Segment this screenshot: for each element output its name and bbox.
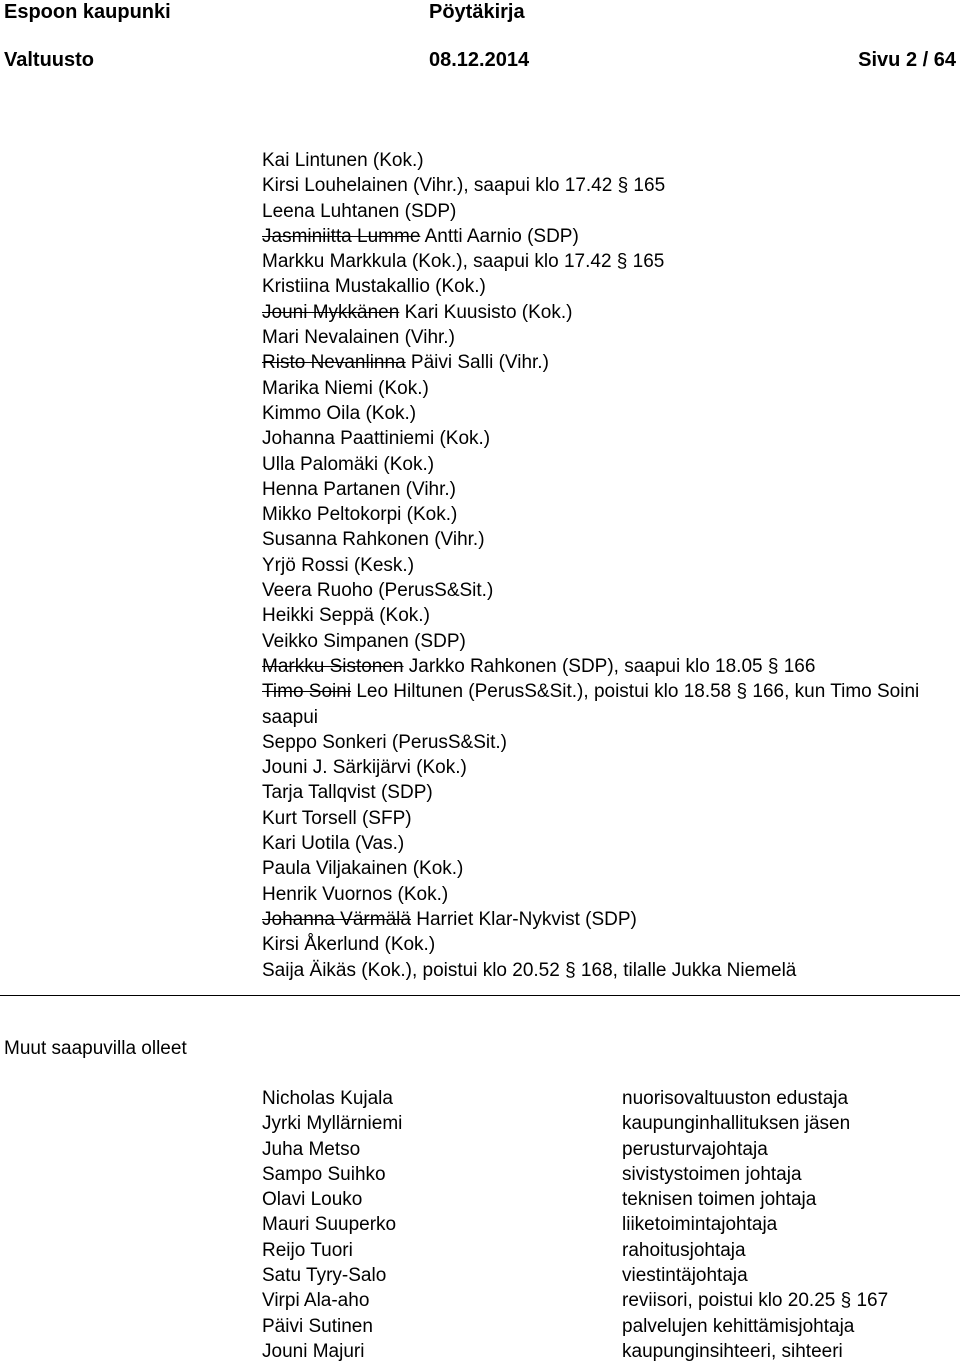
other-attendee-row: [262, 1111, 952, 1136]
attendee-text: Henrik Vuornos (Kok.): [262, 883, 449, 905]
replaced-member-name: Timo Soini: [262, 681, 352, 703]
attendee-text: Kimmo Oila (Kok.): [262, 402, 417, 424]
attendee-row: [262, 502, 952, 527]
attendee-text: Johanna Paattiniemi (Kok.): [262, 428, 491, 450]
other-attendee-name: Mauri Suuperko: [262, 1214, 397, 1236]
other-attendee-name: Sampo Suihko: [262, 1163, 386, 1185]
attendee-row: [262, 755, 952, 780]
other-attendee-role: kaupunginsihteeri, sihteeri: [622, 1340, 843, 1362]
attendee-row: [262, 831, 952, 856]
other-attendee-row: [262, 1086, 952, 1111]
attendee-row: [262, 199, 952, 224]
attendee-row: [262, 932, 952, 957]
other-attendee-name: Olavi Louko: [262, 1189, 363, 1211]
other-attendee-role: viestintäjohtaja: [622, 1265, 748, 1287]
other-attendee-role: reviisori, poistui klo 20.25 § 167: [622, 1290, 889, 1312]
attendee-text: Yrjö Rossi (Kesk.): [262, 554, 415, 576]
attendee-text: Kari Uotila (Vas.): [262, 833, 405, 855]
attendee-text: Paula Viljakainen (Kok.): [262, 858, 464, 880]
attendee-row: [262, 907, 952, 932]
other-attendee-role: nuorisovaltuuston edustaja: [622, 1088, 849, 1109]
attendee-row: [262, 856, 952, 881]
attendee-row: [262, 350, 952, 375]
other-attendee-row: [262, 1263, 952, 1288]
attendee-row: [262, 958, 952, 983]
attendee-text: Ulla Palomäki (Kok.): [262, 453, 435, 475]
attendee-row: [262, 274, 952, 299]
attendee-row: [262, 426, 952, 451]
other-attendee-name: Satu Tyry-Salo: [262, 1265, 387, 1287]
header-doc-type: Pöytäkirja: [429, 1, 525, 23]
attendee-row: [262, 401, 952, 426]
section-divider: [0, 995, 960, 996]
attendee-row: [262, 578, 952, 603]
attendee-text: Heikki Seppä (Kok.): [262, 605, 430, 627]
replaced-member-name: Markku Sistonen: [262, 655, 404, 677]
attendee-row: [262, 780, 952, 805]
attendee-text: Kirsi Louhelainen (Vihr.), saapui klo 17.42 § 165: [262, 175, 666, 197]
other-attendee-name: Virpi Ala-aho: [262, 1290, 370, 1312]
other-attendee-role: sivistystoimen johtaja: [622, 1163, 802, 1185]
attendee-row: [262, 300, 952, 325]
attendee-row: [262, 477, 952, 502]
replaced-member-name: Johanna Värmälä: [262, 908, 411, 930]
attendee-text: Kari Kuusisto (Kok.): [404, 301, 573, 323]
other-attendee-name: Nicholas Kujala: [262, 1088, 393, 1109]
replaced-member-name: Jasminiitta Lumme: [262, 225, 421, 247]
attendee-row: [262, 249, 952, 274]
attendee-text: Leo Hiltunen (PerusS&Sit.), poistui klo 18.58 § 166, kun Timo Soini saapui: [262, 681, 920, 728]
attendee-text: Saija Äikäs (Kok.), poistui klo 20.52 § 168, tilalle Jukka Niemelä: [262, 959, 797, 981]
others-list: [262, 1086, 952, 1364]
attendee-text: Marika Niemi (Kok.): [262, 377, 429, 399]
attendee-text: Susanna Rahkonen (Vihr.): [262, 529, 485, 551]
attendee-row: [262, 325, 952, 350]
header-date: 08.12.2014: [429, 49, 530, 71]
attendee-row: [262, 603, 952, 628]
other-attendee-row: [262, 1339, 952, 1364]
attendee-row: [262, 730, 952, 755]
replaced-member-name: Risto Nevanlinna: [262, 352, 406, 374]
attendee-text: Päivi Salli (Vihr.): [410, 352, 549, 374]
attendee-row: [262, 806, 952, 831]
attendee-text: Jouni J. Särkijärvi (Kok.): [262, 757, 467, 779]
header-org: Espoon kaupunki: [4, 1, 171, 23]
attendee-row: [262, 553, 952, 578]
other-attendee-row: [262, 1162, 952, 1187]
other-attendee-role: teknisen toimen johtaja: [622, 1189, 817, 1211]
attendee-row: [262, 629, 952, 654]
attendee-row: [262, 173, 952, 198]
attendee-text: Kurt Torsell (SFP): [262, 807, 412, 829]
attendee-row: [262, 679, 952, 730]
attendee-text: Seppo Sonkeri (PerusS&Sit.): [262, 731, 508, 753]
other-attendee-row: [262, 1137, 952, 1162]
attendee-text: Antti Aarnio (SDP): [424, 225, 579, 247]
attendee-text: Kai Lintunen (Kok.): [262, 150, 424, 171]
attendee-row: [262, 654, 952, 679]
attendee-text: Jarkko Rahkonen (SDP), saapui klo 18.05 § 166: [408, 655, 816, 677]
attendee-text: Kirsi Åkerlund (Kok.): [262, 934, 436, 956]
attendee-text: Mari Nevalainen (Vihr.): [262, 327, 455, 349]
other-attendee-row: [262, 1314, 952, 1339]
section-title-others: Muut saapuvilla olleet: [4, 1038, 187, 1059]
attendee-text: Henna Partanen (Vihr.): [262, 478, 456, 500]
header-body-name: Valtuusto: [4, 49, 95, 71]
attendee-row: [262, 376, 952, 401]
attendee-text: Leena Luhtanen (SDP): [262, 200, 457, 222]
header-page-number: Sivu 2 / 64: [858, 49, 956, 71]
other-attendee-row: [262, 1187, 952, 1212]
attendee-row: [262, 452, 952, 477]
other-attendee-role: kaupunginhallituksen jäsen: [622, 1113, 851, 1135]
other-attendee-name: Päivi Sutinen: [262, 1315, 373, 1337]
attendee-text: Veera Ruoho (PerusS&Sit.): [262, 580, 494, 602]
other-attendee-role: palvelujen kehittämisjohtaja: [622, 1315, 855, 1337]
attendee-text: Veikko Simpanen (SDP): [262, 630, 466, 652]
other-attendee-name: Juha Metso: [262, 1138, 361, 1160]
attendee-list: [262, 148, 952, 983]
attendee-row: [262, 224, 952, 249]
other-attendee-role: rahoitusjohtaja: [622, 1239, 746, 1261]
attendee-text: Tarja Tallqvist (SDP): [262, 782, 433, 804]
other-attendee-name: Reijo Tuori: [262, 1239, 353, 1261]
replaced-member-name: Jouni Mykkänen: [262, 301, 400, 323]
attendee-row: [262, 882, 952, 907]
attendee-text: Harriet Klar-Nykvist (SDP): [416, 908, 637, 930]
other-attendee-row: [262, 1238, 952, 1263]
attendee-row: [262, 148, 952, 173]
other-attendee-row: [262, 1212, 952, 1237]
other-attendee-role: perusturvajohtaja: [622, 1138, 768, 1160]
attendee-row: [262, 527, 952, 552]
other-attendee-row: [262, 1288, 952, 1313]
other-attendee-name: Jouni Majuri: [262, 1340, 365, 1362]
attendee-text: Kristiina Mustakallio (Kok.): [262, 276, 486, 298]
other-attendee-name: Jyrki Myllärniemi: [262, 1113, 403, 1135]
other-attendee-role: liiketoimintajohtaja: [622, 1214, 778, 1236]
attendee-text: Mikko Peltokorpi (Kok.): [262, 504, 458, 526]
attendee-text: Markku Markkula (Kok.), saapui klo 17.42 § 165: [262, 251, 665, 273]
